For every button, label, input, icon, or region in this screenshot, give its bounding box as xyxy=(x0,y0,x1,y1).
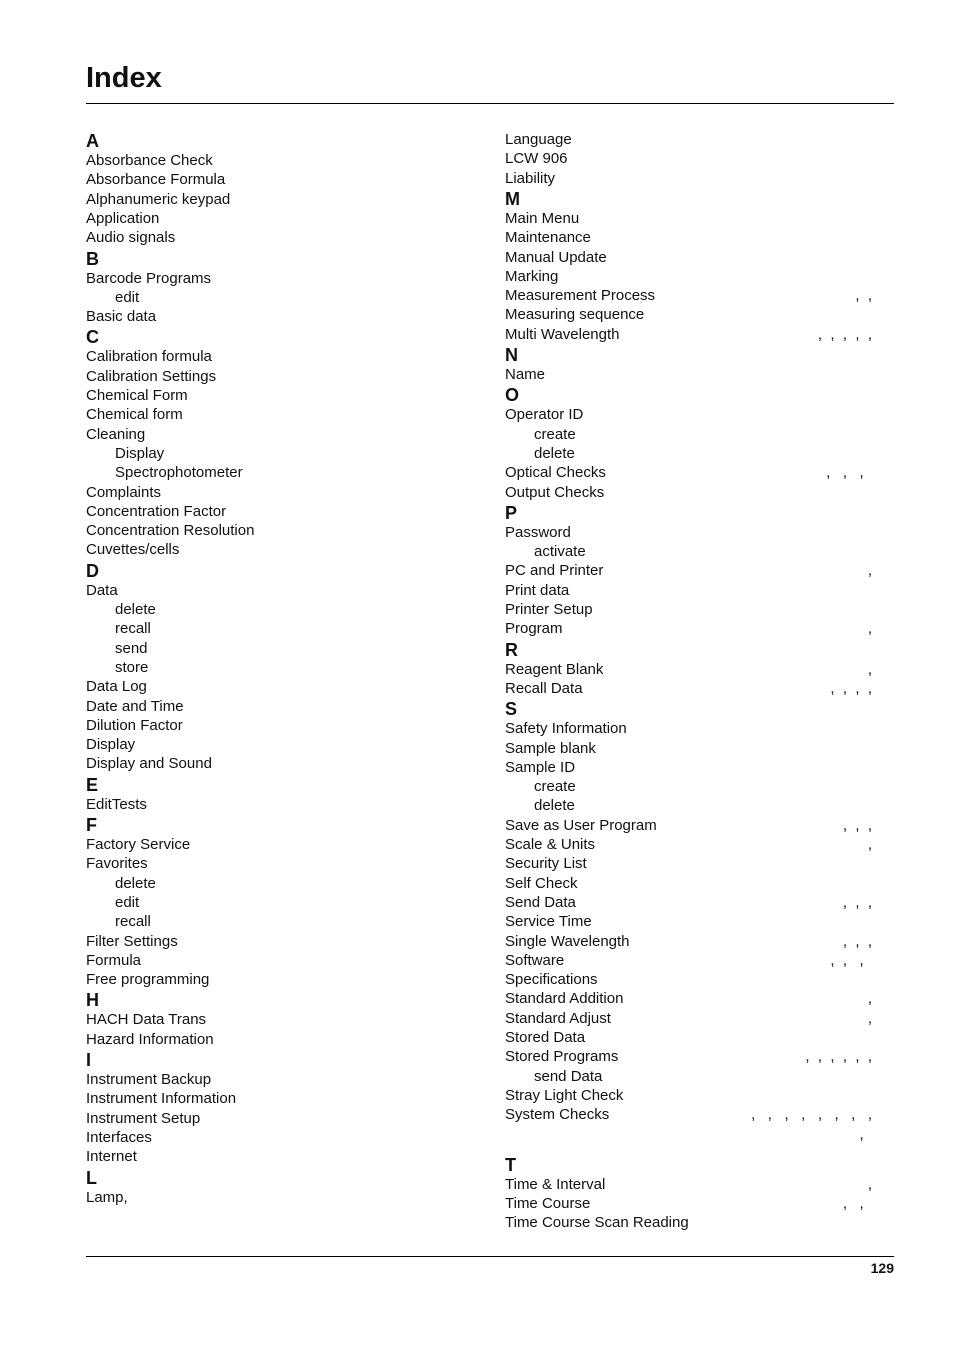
index-entry xyxy=(0,523,954,542)
index-entry xyxy=(0,463,954,482)
index-term: activate xyxy=(534,543,586,561)
page-reference-separators: , xyxy=(867,660,872,678)
index-term: create xyxy=(534,425,576,443)
index-term: Alphanumeric keypad xyxy=(86,190,231,208)
index-term: EditTests xyxy=(86,795,147,813)
index-entry xyxy=(0,1086,954,1105)
index-entry xyxy=(0,951,954,970)
index-term: Factory Service xyxy=(86,836,191,853)
index-term: Measuring sequence xyxy=(505,306,645,324)
index-term: Cleaning xyxy=(86,425,146,443)
index-term: Security List xyxy=(505,855,587,873)
section-letter-label: I xyxy=(86,1050,92,1070)
index-entry xyxy=(0,1213,954,1232)
index-term: send xyxy=(115,639,148,657)
section-letter-label: R xyxy=(505,639,518,660)
index-entry xyxy=(0,130,954,149)
index-entry xyxy=(0,970,954,989)
page-reference-separators: , , , , , , xyxy=(805,1048,872,1066)
index-entry xyxy=(0,989,954,1008)
index-entry xyxy=(0,305,954,324)
index-entry xyxy=(0,169,954,188)
section-letter-label: T xyxy=(505,1154,516,1175)
index-entry xyxy=(0,679,954,698)
index-entry xyxy=(0,149,954,168)
index-term: Basic data xyxy=(86,308,157,326)
index-term: Concentration Resolution xyxy=(86,522,255,540)
index-term: Multi Wavelength xyxy=(505,325,620,343)
index-term: Stored Data xyxy=(505,1029,586,1046)
index-term: Time & Interval xyxy=(505,1175,606,1193)
index-term: Chemical form xyxy=(86,406,183,424)
index-entry xyxy=(0,1175,954,1194)
index-entry xyxy=(0,267,954,286)
index-term: Operator ID xyxy=(505,406,584,424)
page-reference-separators: , , xyxy=(842,1195,872,1213)
index-term: create xyxy=(534,778,576,796)
index-term: Formula xyxy=(86,951,142,969)
section-letter-label: C xyxy=(86,327,99,348)
index-entry xyxy=(0,1125,954,1144)
index-term: Instrument Setup xyxy=(86,1109,201,1127)
index-term: Internet xyxy=(86,1148,137,1166)
index-entry xyxy=(0,325,954,344)
section-letter-label: S xyxy=(505,699,518,720)
index-section-letter xyxy=(0,502,954,524)
index-subentry xyxy=(0,796,954,815)
index-term: delete xyxy=(534,797,575,815)
index-subentry xyxy=(0,444,954,463)
index-entry xyxy=(0,739,954,758)
index-term: HACH Data Trans xyxy=(86,1011,207,1029)
index-term: Specifications xyxy=(505,971,598,989)
index-entry xyxy=(0,835,954,854)
index-term: Sample blank xyxy=(505,739,596,757)
index-term: Barcode Programs xyxy=(86,269,212,287)
page-reference-separators: , , , xyxy=(826,464,872,482)
section-letter-label: O xyxy=(505,385,520,406)
index-subentry xyxy=(0,777,954,796)
index-term: delete xyxy=(534,444,575,462)
index-term: Recall Data xyxy=(505,679,583,697)
index-entry xyxy=(0,209,954,228)
section-letter-label: F xyxy=(86,815,97,835)
index-entry xyxy=(0,660,954,679)
index-term: Time Course Scan Reading xyxy=(505,1214,689,1232)
index-term: Concentration Factor xyxy=(86,502,227,520)
index-term: Chemical Form xyxy=(86,387,188,404)
page-reference-separators: , , xyxy=(855,287,872,305)
index-entry xyxy=(0,581,954,600)
index-section-letter xyxy=(0,698,954,720)
index-term: edit xyxy=(115,288,140,306)
index-entry xyxy=(0,483,954,502)
index-term: Manual Update xyxy=(505,248,607,266)
index-entry xyxy=(0,365,954,384)
page-reference-separators: , xyxy=(867,1009,872,1027)
index-term: Standard Addition xyxy=(505,990,624,1008)
section-letter-label: L xyxy=(86,1167,97,1188)
page-reference-separators: , , , , , xyxy=(817,325,872,343)
index-section-letter xyxy=(0,188,954,210)
section-letter-label: A xyxy=(86,131,99,151)
index-term: Measurement Process xyxy=(505,287,656,305)
page-reference-separators: , , , , , , , , xyxy=(751,1106,872,1124)
index-term: Instrument Information xyxy=(86,1090,237,1108)
index-term: Dilution Factor xyxy=(86,716,183,734)
index-term: Liability xyxy=(505,169,556,187)
index-entry xyxy=(0,758,954,777)
index-section-letter xyxy=(0,384,954,406)
index-entry xyxy=(0,286,954,305)
section-letter-label: M xyxy=(505,188,520,209)
index-term: PC and Printer xyxy=(505,562,604,580)
index-term: Reagent Blank xyxy=(505,660,604,678)
index-term: Software xyxy=(505,951,565,969)
index-term: Service Time xyxy=(505,913,592,931)
page-reference-separators: , xyxy=(867,990,872,1008)
section-letter-label: N xyxy=(505,345,518,365)
index-term: Application xyxy=(86,209,160,227)
index-term: recall xyxy=(115,913,151,931)
index-entry xyxy=(0,248,954,267)
index-term: Main Menu xyxy=(505,209,580,227)
index-term: Sample ID xyxy=(505,758,576,776)
section-letter-label: D xyxy=(86,560,99,581)
index-term: Send Data xyxy=(505,893,576,911)
index-term: Spectrophotometer xyxy=(115,464,243,482)
index-term: Instrument Backup xyxy=(86,1071,212,1088)
page-reference-separators: , , , xyxy=(842,932,872,950)
index-term: Complaints xyxy=(86,483,162,501)
index-term: Marking xyxy=(505,267,559,285)
index-entry xyxy=(0,561,954,580)
index-term: Time Course xyxy=(505,1195,591,1213)
index-term: Print data xyxy=(505,581,570,599)
index-entry xyxy=(0,619,954,638)
index-term: Favorites xyxy=(86,855,148,873)
index-entry xyxy=(0,405,954,424)
index-term: Free programming xyxy=(86,971,210,989)
index-entry xyxy=(0,912,954,931)
index-entry xyxy=(0,1194,954,1213)
index-term: send Data xyxy=(534,1067,603,1085)
page-reference-separators: , xyxy=(867,562,872,580)
index-section-letter xyxy=(0,344,954,366)
index-entry xyxy=(0,816,954,835)
index-section-letter xyxy=(0,639,954,661)
index-term: Maintenance xyxy=(505,229,591,247)
index-term: edit xyxy=(115,893,140,911)
index-entry xyxy=(0,600,954,619)
index-entry xyxy=(0,1105,954,1124)
index-term: Date and Time xyxy=(86,697,184,715)
index-term: Safety Information xyxy=(505,720,627,738)
index-term: Absorbance Formula xyxy=(86,171,226,189)
index-section-letter xyxy=(0,1154,954,1176)
index-term: Optical Checks xyxy=(505,464,606,482)
index-subentry xyxy=(0,542,954,561)
index-term: Hazard Information xyxy=(86,1030,214,1048)
index-term: Display xyxy=(86,736,136,754)
index-entry xyxy=(0,1028,954,1047)
index-entry xyxy=(0,854,954,873)
index-term: Password xyxy=(505,523,571,541)
page-reference-separators: , xyxy=(859,1125,872,1143)
index-term: Data xyxy=(86,581,118,599)
index-term: Stored Programs xyxy=(505,1048,619,1066)
section-letter-label: P xyxy=(505,502,518,523)
index-term: Interfaces xyxy=(86,1128,152,1146)
index-term: store xyxy=(115,658,149,676)
index-term: Display and Sound xyxy=(86,755,212,773)
index-term: Save as User Program xyxy=(505,816,657,834)
index-term: Name xyxy=(505,366,546,383)
page-number: 129 xyxy=(870,1260,894,1276)
index-term: Lamp, xyxy=(86,1188,128,1206)
index-entry xyxy=(0,874,954,893)
index-term: Stray Light Check xyxy=(505,1086,624,1104)
page-reference-separators: , , , xyxy=(830,951,872,969)
index-term: Scale & Units xyxy=(505,836,596,853)
index-entry xyxy=(0,893,954,912)
index-term: Calibration Settings xyxy=(86,367,217,385)
index-term: LCW 906 xyxy=(505,150,568,168)
index-term: Standard Adjust xyxy=(505,1009,611,1027)
index-term: Output Checks xyxy=(505,483,605,501)
index-term: recall xyxy=(115,620,151,638)
index-term: Display xyxy=(115,444,165,462)
page-reference-separators: , xyxy=(867,620,872,638)
section-letter-label: B xyxy=(86,248,99,269)
index-term: Self Check xyxy=(505,874,578,892)
page-reference-separators: , , , , xyxy=(830,679,872,697)
index-term: Language xyxy=(505,131,572,148)
index-entry xyxy=(0,228,954,247)
index-term: Data Log xyxy=(86,678,147,696)
page-reference-separators: , , , xyxy=(842,816,872,834)
footer-divider xyxy=(86,1256,894,1257)
index-subentry xyxy=(0,1067,954,1086)
page-title: Index xyxy=(86,62,162,94)
index-term: Absorbance Check xyxy=(86,152,213,169)
page-reference-separators: , xyxy=(867,1175,872,1193)
index-term: Audio signals xyxy=(86,229,176,247)
index-entry xyxy=(0,932,954,951)
index-entry xyxy=(0,1047,954,1066)
index-subentry xyxy=(0,425,954,444)
section-letter-label: E xyxy=(86,774,99,795)
index-entry xyxy=(0,1009,954,1028)
page-reference-separators: , , , xyxy=(842,893,872,911)
index-term: Calibration formula xyxy=(86,348,212,366)
index-term: delete xyxy=(115,601,156,618)
index-entry xyxy=(0,719,954,738)
index-term: System Checks xyxy=(505,1106,610,1124)
page-reference-separators: , xyxy=(867,836,872,853)
index-term: delete xyxy=(115,874,156,892)
index-term: Filter Settings xyxy=(86,932,178,950)
index-term: Cuvettes/cells xyxy=(86,541,180,559)
index-term: Printer Setup xyxy=(505,601,593,618)
section-letter-label: H xyxy=(86,990,99,1011)
index-term: Single Wavelength xyxy=(505,932,630,950)
index-term: Program xyxy=(505,620,563,638)
